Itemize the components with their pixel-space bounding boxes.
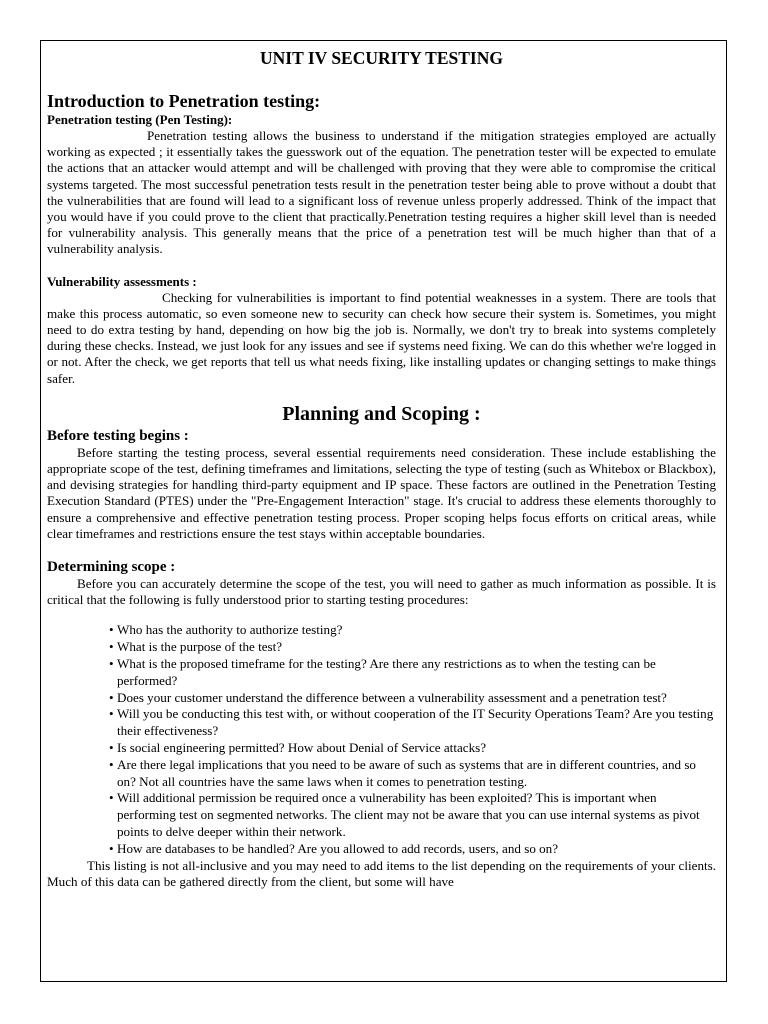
pen-testing-paragraph: Penetration testing allows the business to understand if the mitigation strategies employed are actually working as expected ; it essentially takes the guesswork out of the equation. The penetration tester will be expected to emulate the actions that an attacker would attempt and will be challenged with proving that they were able to compromise the critical systems targeted. The most successful penetration tests result in the penetration tester being able to prove without a doubt that the vulnerabilities that are found will lead to a significant loss of revenue unless properly addressed. Think of the impact that you would have if you could prove to the client that practically.Penetration testing requires a higher skill level than is needed for vulnerability analysis. This generally means that the price of a penetration test will be much higher than that of a vulnerability analysis. [47, 128, 716, 257]
planning-heading: Planning and Scoping : [282, 402, 481, 425]
bullet-icon: • [109, 756, 114, 772]
list-item-text: Will additional permission be required once a vulnerability has been exploited? This is important when performing test on segmented networks. The client may not be aware that you can use internal systems as pivot points to delve deeper within their network. [117, 790, 700, 840]
before-testing-heading: Before testing begins : [47, 427, 189, 444]
bullet-icon: • [109, 740, 114, 756]
list-item [109, 690, 716, 707]
bullet-icon: • [109, 656, 114, 672]
bullet-icon: • [109, 840, 114, 856]
determining-scope-paragraph: Before you can accurately determine the scope of the test, you will need to gather as much information as possible. It is critical that the following is fully understood prior to starting testing procedures: [47, 576, 716, 608]
vuln-assessment-paragraph: Checking for vulnerabilities is important to find potential weaknesses in a system. There are tools that make this process automatic, so even someone new to security can check how secure their system is. Sometimes, you might need to do extra testing by hand, depending on how big the job is. Normally, we don't try to break into systems completely during these checks. Instead, we just look for any issues and see if systems need fixing. We can do this whether we're logged in or not. After the check, we get reports that tell us what needs fixing, like installing updates or changing settings to make things safer. [47, 289, 716, 386]
list-item-text: Who has the authority to authorize testing? [117, 622, 343, 638]
list-item [109, 790, 716, 840]
list-item-text: Is social engineering permitted? How about Denial of Service attacks? [117, 740, 487, 756]
list-item-text: Are there legal implications that you need to be aware of such as systems that are in different countries, and so on? Not all countries have the same laws when it comes to penetration testing. [117, 756, 696, 789]
pen-testing-subheading: Penetration testing (Pen Testing): [47, 112, 233, 127]
list-item-text: Does your customer understand the difference between a vulnerability assessment and a penetration test? [117, 689, 667, 705]
before-testing-paragraph: Before starting the testing process, several essential requirements need consideration. These include establishing the appropriate scope of the test, defining timeframes and limitations, selecting the type of testing (such as Whitebox or Blackbox), and devising strategies for handling third-party equipment and IP space. These factors are outlined in the Penetration Testing Execution Standard (PTES) under the "Pre-Engagement Interaction" stage. It's crucial to address these elements thoroughly to ensure a comprehensive and effective penetration testing process. Proper scoping helps focus efforts on critical areas, while clear timeframes and restrictions ensure the test stays within acceptable boundaries. [47, 444, 716, 541]
list-item-text: What is the purpose of the test? [117, 639, 283, 655]
bullet-icon: • [109, 706, 114, 722]
page-content [47, 45, 716, 890]
page-title: UNIT IV SECURITY TESTING [260, 48, 503, 68]
list-item-text: What is the proposed timeframe for the testing? Are there any restrictions as to when the testing can be performed? [117, 656, 656, 688]
list-item [109, 740, 716, 757]
list-item [109, 841, 716, 858]
list-item [109, 622, 716, 639]
list-item [109, 656, 716, 690]
bullet-icon: • [109, 622, 114, 638]
page-frame [40, 40, 727, 982]
list-item [109, 706, 716, 740]
bullet-icon: • [109, 639, 114, 655]
list-item-text: Will you be conducting this test with, or without cooperation of the IT Security Operations Team? Are you testing their effectiveness? [117, 706, 714, 739]
list-item [109, 639, 716, 656]
vuln-assessment-heading: Vulnerability assessments : [47, 273, 197, 289]
list-item-text: How are databases to be handled? Are you allowed to add records, users, and so on? [117, 840, 559, 856]
closing-paragraph: This listing is not all-inclusive and you may need to add items to the list depending on the requirements of your clients. Much of this data can be gathered directly from the client, but some will have [47, 857, 716, 889]
intro-heading: Introduction to Penetration testing: [47, 91, 321, 111]
bullet-icon: • [109, 790, 114, 806]
list-item [109, 757, 716, 791]
bullet-icon: • [109, 689, 114, 705]
determining-scope-heading: Determining scope : [47, 559, 176, 576]
scope-questions-list [47, 622, 716, 857]
